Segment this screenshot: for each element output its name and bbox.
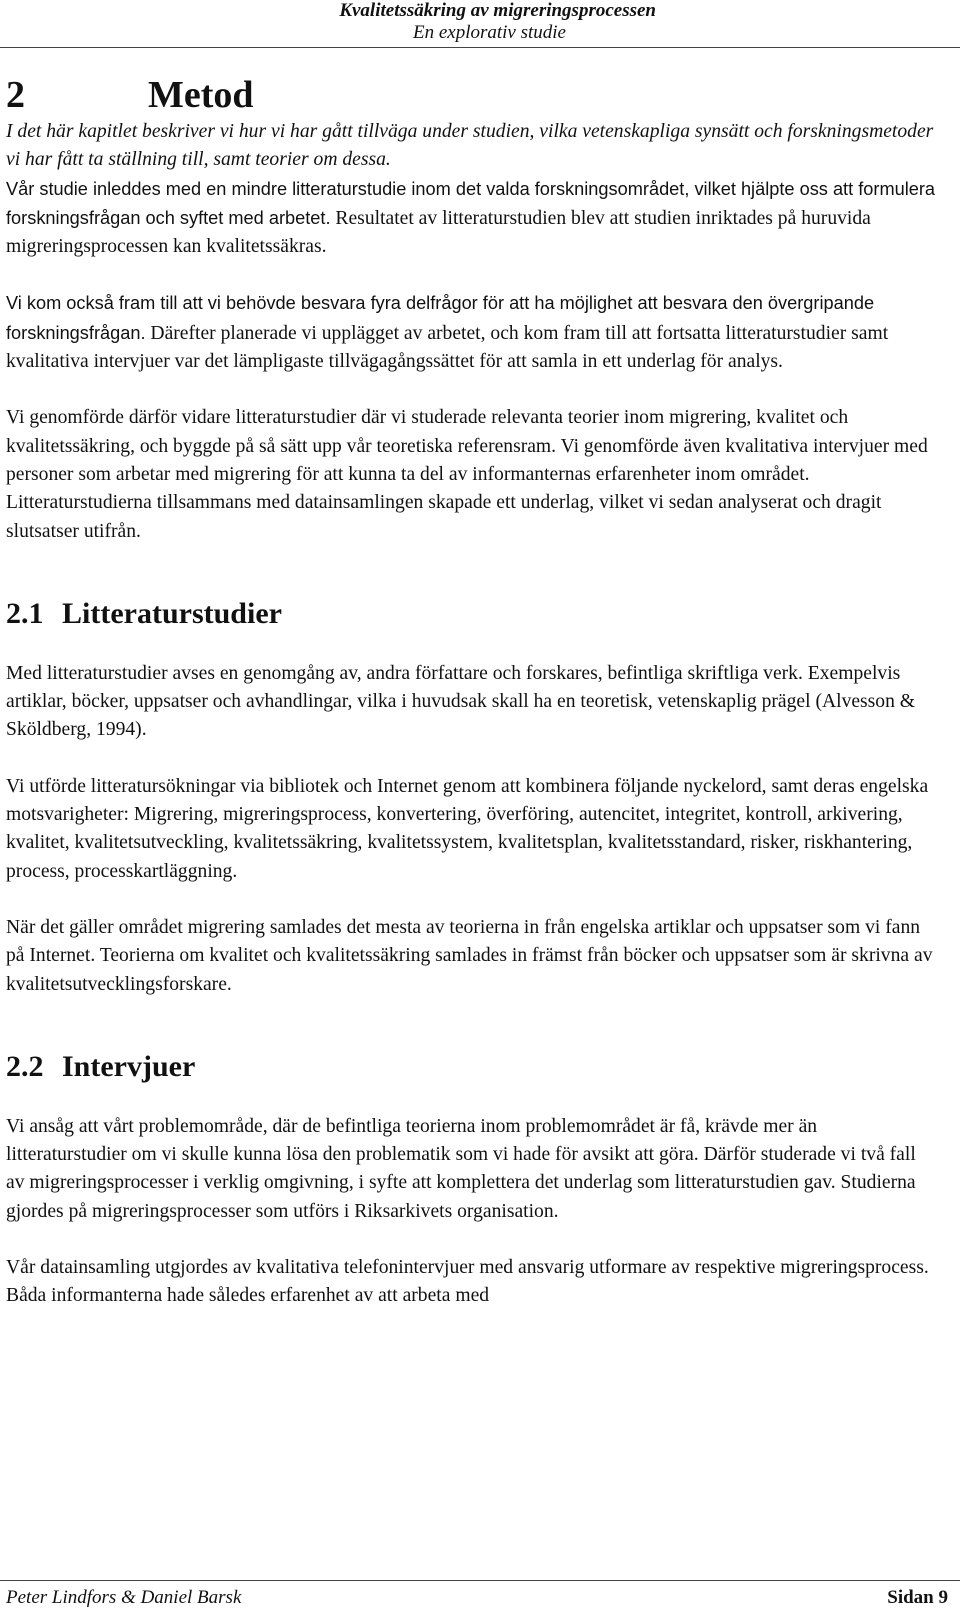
section-2-2-paragraph-1: Vi ansåg att vårt problemområde, där de befintliga teorierna inom problemområdet är få, krävde mer än litteraturstudier om vi skulle kunna lösa den problematik som vi hade för avsikt att göra. Därför studerade vi två fall av migreringsprocesser i verklig omgivning, i syfte att komplettera det underlag som litteraturstudien gav. Studierna gjordes på migreringsprocesser som utförs i Riksarkivets organisation. — [6, 1115, 916, 1222]
section-2-1-paragraph-1: Med litteraturstudier avses en genomgång av, andra författare och forskares, befintliga skriftliga verk. Exempelvis artiklar, böcker, uppsatser och avhandlingar, vilka i huvudsak skall ha en teoretisk, vetenskaplig prägel (Alvesson & Sköldberg, 1994). — [6, 662, 916, 741]
paragraph-1-part-a: Vår studie inleddes med en mindre litteraturstudie inom det valda forskningsområdet, vilket hjälpte oss att formulera forskningsfrågan och syftet med arbetet. — [6, 178, 936, 228]
header-divider — [0, 47, 960, 48]
chapter-number: 2 — [6, 74, 25, 116]
paragraph-2-part-b: Därefter planerade vi upplägget av arbetet, och kom fram till att fortsatta litteraturstudier samt kvalitativa intervjuer var det lämpligaste tillvägagångssättet för att samla in ett underlag för analys. — [6, 322, 889, 373]
chapter-intro: I det här kapitlet beskriver vi hur vi har gått tillväga under studien, vilka vetenskapliga synsätt och forskningsmetoder vi har fått ta ställning till, samt teorier om dessa. — [6, 121, 934, 171]
section-2-1-paragraph-3: När det gäller området migrering samlades det mesta av teorierna in från engelska artiklar och uppsatser som vi fann på Internet. Teorierna om kvalitet och kvalitetssäkring samlades in främst från böcker och uppsatser som är skrivna av kvalitetsutvecklingsforskare. — [6, 916, 933, 995]
paragraph-3: Vi genomförde därför vidare litteraturstudier där vi studerade relevanta teorier inom migrering, kvalitet och kvalitetssäkring, och byggde på så sätt upp vår teoretiska referensram. Vi genomförde även kvalitativa intervjuer med personer som arbetar med migrering för att kunna ta del av informanternas erfarenheter inom området. Litteraturstudierna tillsammans med datainsamlingen skapade ett underlag, vilket vi sedan analyserat och dragit slutsatser utifrån. — [6, 407, 928, 542]
section-number-2-1: 2.1 — [6, 596, 44, 630]
chapter-heading — [6, 72, 936, 118]
page-number: Sidan 9 — [887, 1587, 948, 1608]
paragraph-2-part-a: Vi kom också fram till att vi behövde besvara fyra delfrågor för att ha möjlighet att besvara den övergripande forskningsfrågan. — [6, 293, 875, 343]
page-content — [6, 72, 936, 1339]
section-title-2-2: Intervjuer — [62, 1049, 196, 1083]
footer-divider — [0, 1580, 960, 1581]
section-heading-2-2 — [6, 1049, 936, 1085]
section-2-2-paragraph-2: Vår datainsamling utgjordes av kvalitativa telefonintervjuer med ansvarig utformare av respektive migreringsprocess. Båda informanterna hade således erfarenhet av att arbeta med — [6, 1257, 929, 1307]
paragraph-1 — [6, 175, 936, 262]
header-title: Kvalitetssäkring av migreringsprocessen — [339, 0, 656, 21]
header-subtitle: En explorativ studie — [412, 22, 566, 43]
section-2-1-paragraph-2: Vi utförde litteratursökningar via bibliotek och Internet genom att kombinera följande nyckelord, samt deras engelska motsvarigheter: Migrering, migreringsprocess, konvertering, överföring, autencitet, integritet, kontroll, arkivering, kvalitet, kvalitetsutveckling, kvalitetssäkring, kvalitetssystem, kvalitetsplan, kvalitetsstandard, risker, riskhantering, process, processkartläggning. — [6, 775, 929, 882]
section-number-2-2: 2.2 — [6, 1049, 44, 1083]
paragraph-2 — [6, 289, 936, 376]
paragraph-1-part-b: Resultatet av litteraturstudien blev att studien inriktades på huruvida migreringsprocessen kan kvalitetssäkras. — [6, 207, 871, 258]
section-title-2-1: Litteraturstudier — [62, 596, 282, 630]
section-heading-2-1 — [6, 596, 936, 632]
footer-authors: Peter Lindfors & Daniel Barsk — [6, 1587, 242, 1608]
chapter-title: Metod — [148, 74, 254, 116]
